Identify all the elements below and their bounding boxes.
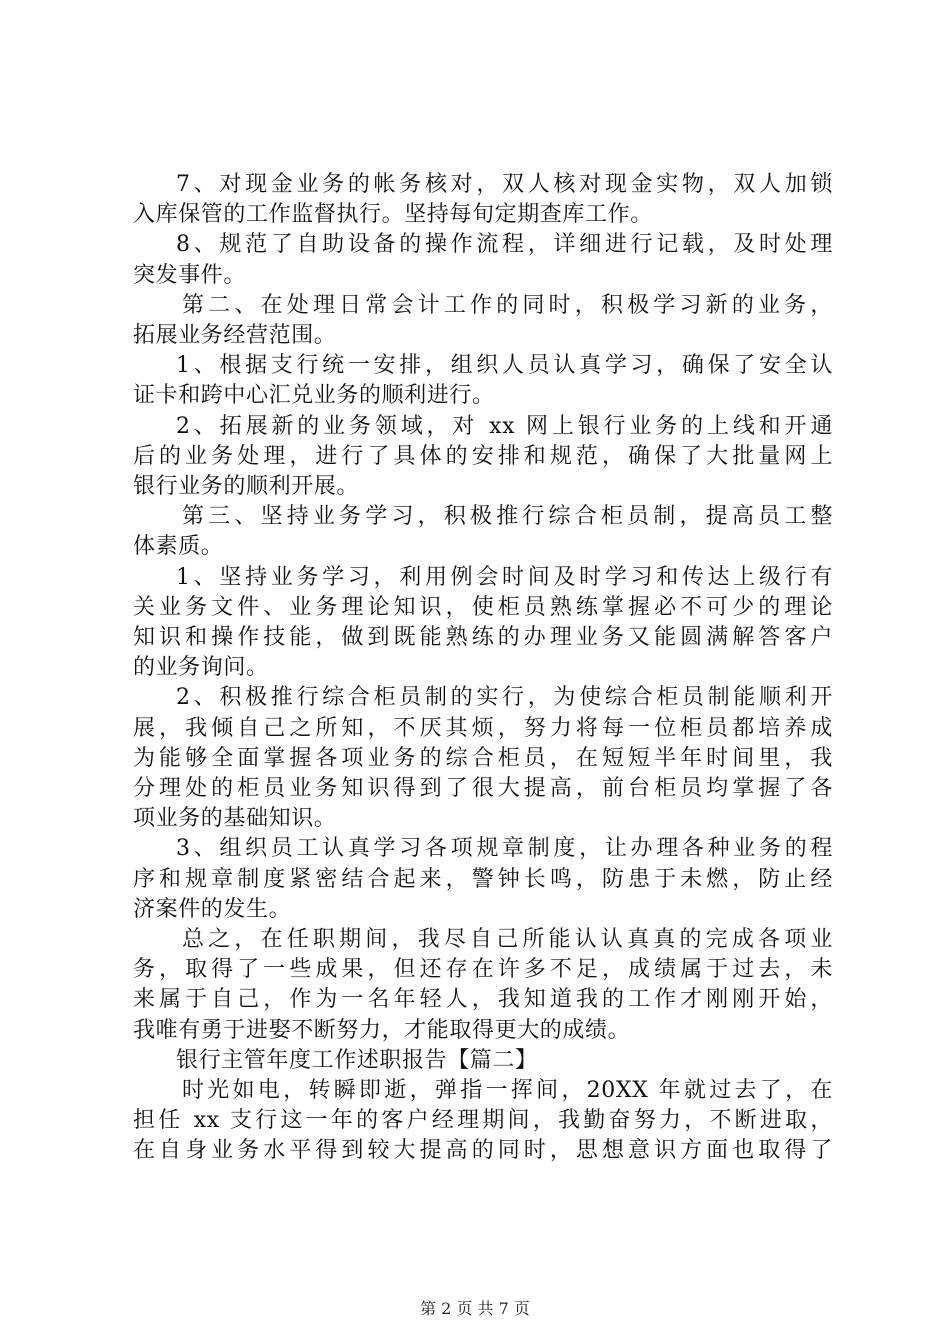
page-footer: 第 2 页 共 7 页 bbox=[420, 1299, 530, 1318]
text-line: 银行业务的顺利开展。 bbox=[133, 474, 360, 499]
text-line: 分理处的柜员业务知识得到了很大提高，前台柜员均掌握了各 bbox=[133, 776, 833, 801]
text-line: 展，我倾自己之所知，不厌其烦，努力将每一位柜员都培养成 bbox=[133, 715, 833, 741]
text-line: 我唯有勇于进娶不断努力，才能取得更大的成绩。 bbox=[133, 1017, 631, 1043]
text-line: 后的业务处理，进行了具体的安排和规范，确保了大批量网上 bbox=[133, 443, 833, 469]
text-line: 时光如电，转瞬即逝，弹指一挥间，20XX 年就过去了，在 bbox=[182, 1078, 833, 1103]
text-line: 2、拓展新的业务领域，对 xx 网上银行业务的上线和开通 bbox=[176, 413, 833, 439]
text-line: 在自身业务水平得到较大提高的同时，思想意识方面也取得了 bbox=[133, 1138, 833, 1164]
text-line: 的业务询问。 bbox=[133, 655, 269, 681]
text-line: 1、根据支行统一安排，组织人员认真学习，确保了安全认 bbox=[176, 353, 833, 379]
section-heading: 银行主管年度工作述职报告【篇二】 bbox=[176, 1047, 538, 1073]
text-line: 8、规范了自助设备的操作流程，详细进行记载，及时处理 bbox=[176, 232, 833, 258]
text-line: 项业务的基础知识。 bbox=[133, 806, 337, 832]
text-line: 来属于自己，作为一名年轻人，我知道我的工作才刚刚开始， bbox=[133, 987, 833, 1013]
text-line: 第二、在处理日常会计工作的同时，积极学习新的业务， bbox=[182, 292, 833, 318]
text-line: 知识和操作技能，做到既能熟练的办理业务又能圆满解答客户 bbox=[133, 625, 833, 650]
text-line: 担任 xx 支行这一年的客户经理期间，我勤奋努力，不断进取， bbox=[133, 1108, 833, 1134]
text-line: 证卡和跨中心汇兑业务的顺利进行。 bbox=[133, 383, 495, 409]
text-line: 突发事件。 bbox=[133, 262, 247, 288]
text-line: 济案件的发生。 bbox=[133, 896, 292, 922]
text-line: 关业务文件、业务理论知识，使柜员熟练掌握必不可少的理论 bbox=[133, 594, 833, 620]
text-line: 2、积极推行综合柜员制的实行，为使综合柜员制能顺利开 bbox=[176, 685, 833, 711]
text-line: 3、组织员工认真学习各项规章制度，让办理各种业务的程 bbox=[176, 836, 833, 862]
text-line: 序和规章制度紧密结合起来，警钟长鸣，防患于未燃，防止经 bbox=[133, 866, 833, 892]
text-line: 体素质。 bbox=[133, 534, 224, 560]
text-line: 第三、坚持业务学习，积极推行综合柜员制，提高员工整 bbox=[182, 504, 833, 530]
text-line: 拓展业务经营范围。 bbox=[133, 323, 337, 348]
text-line: 入库保管的工作监督执行。坚持每旬定期查库工作。 bbox=[133, 202, 653, 228]
text-line: 为能够全面掌握各项业务的综合柜员，在短短半年时间里，我 bbox=[133, 745, 833, 771]
text-line: 7、对现金业务的帐务核对，双人核对现金实物，双人加锁 bbox=[176, 172, 833, 197]
text-line: 务，取得了一些成果，但还存在许多不足，成绩属于过去，未 bbox=[133, 957, 833, 983]
text-line: 总之，在任职期间，我尽自己所能认认真真的完成各项业 bbox=[182, 927, 833, 952]
text-line: 1、坚持业务学习，利用例会时间及时学习和传达上级行有 bbox=[176, 564, 833, 590]
